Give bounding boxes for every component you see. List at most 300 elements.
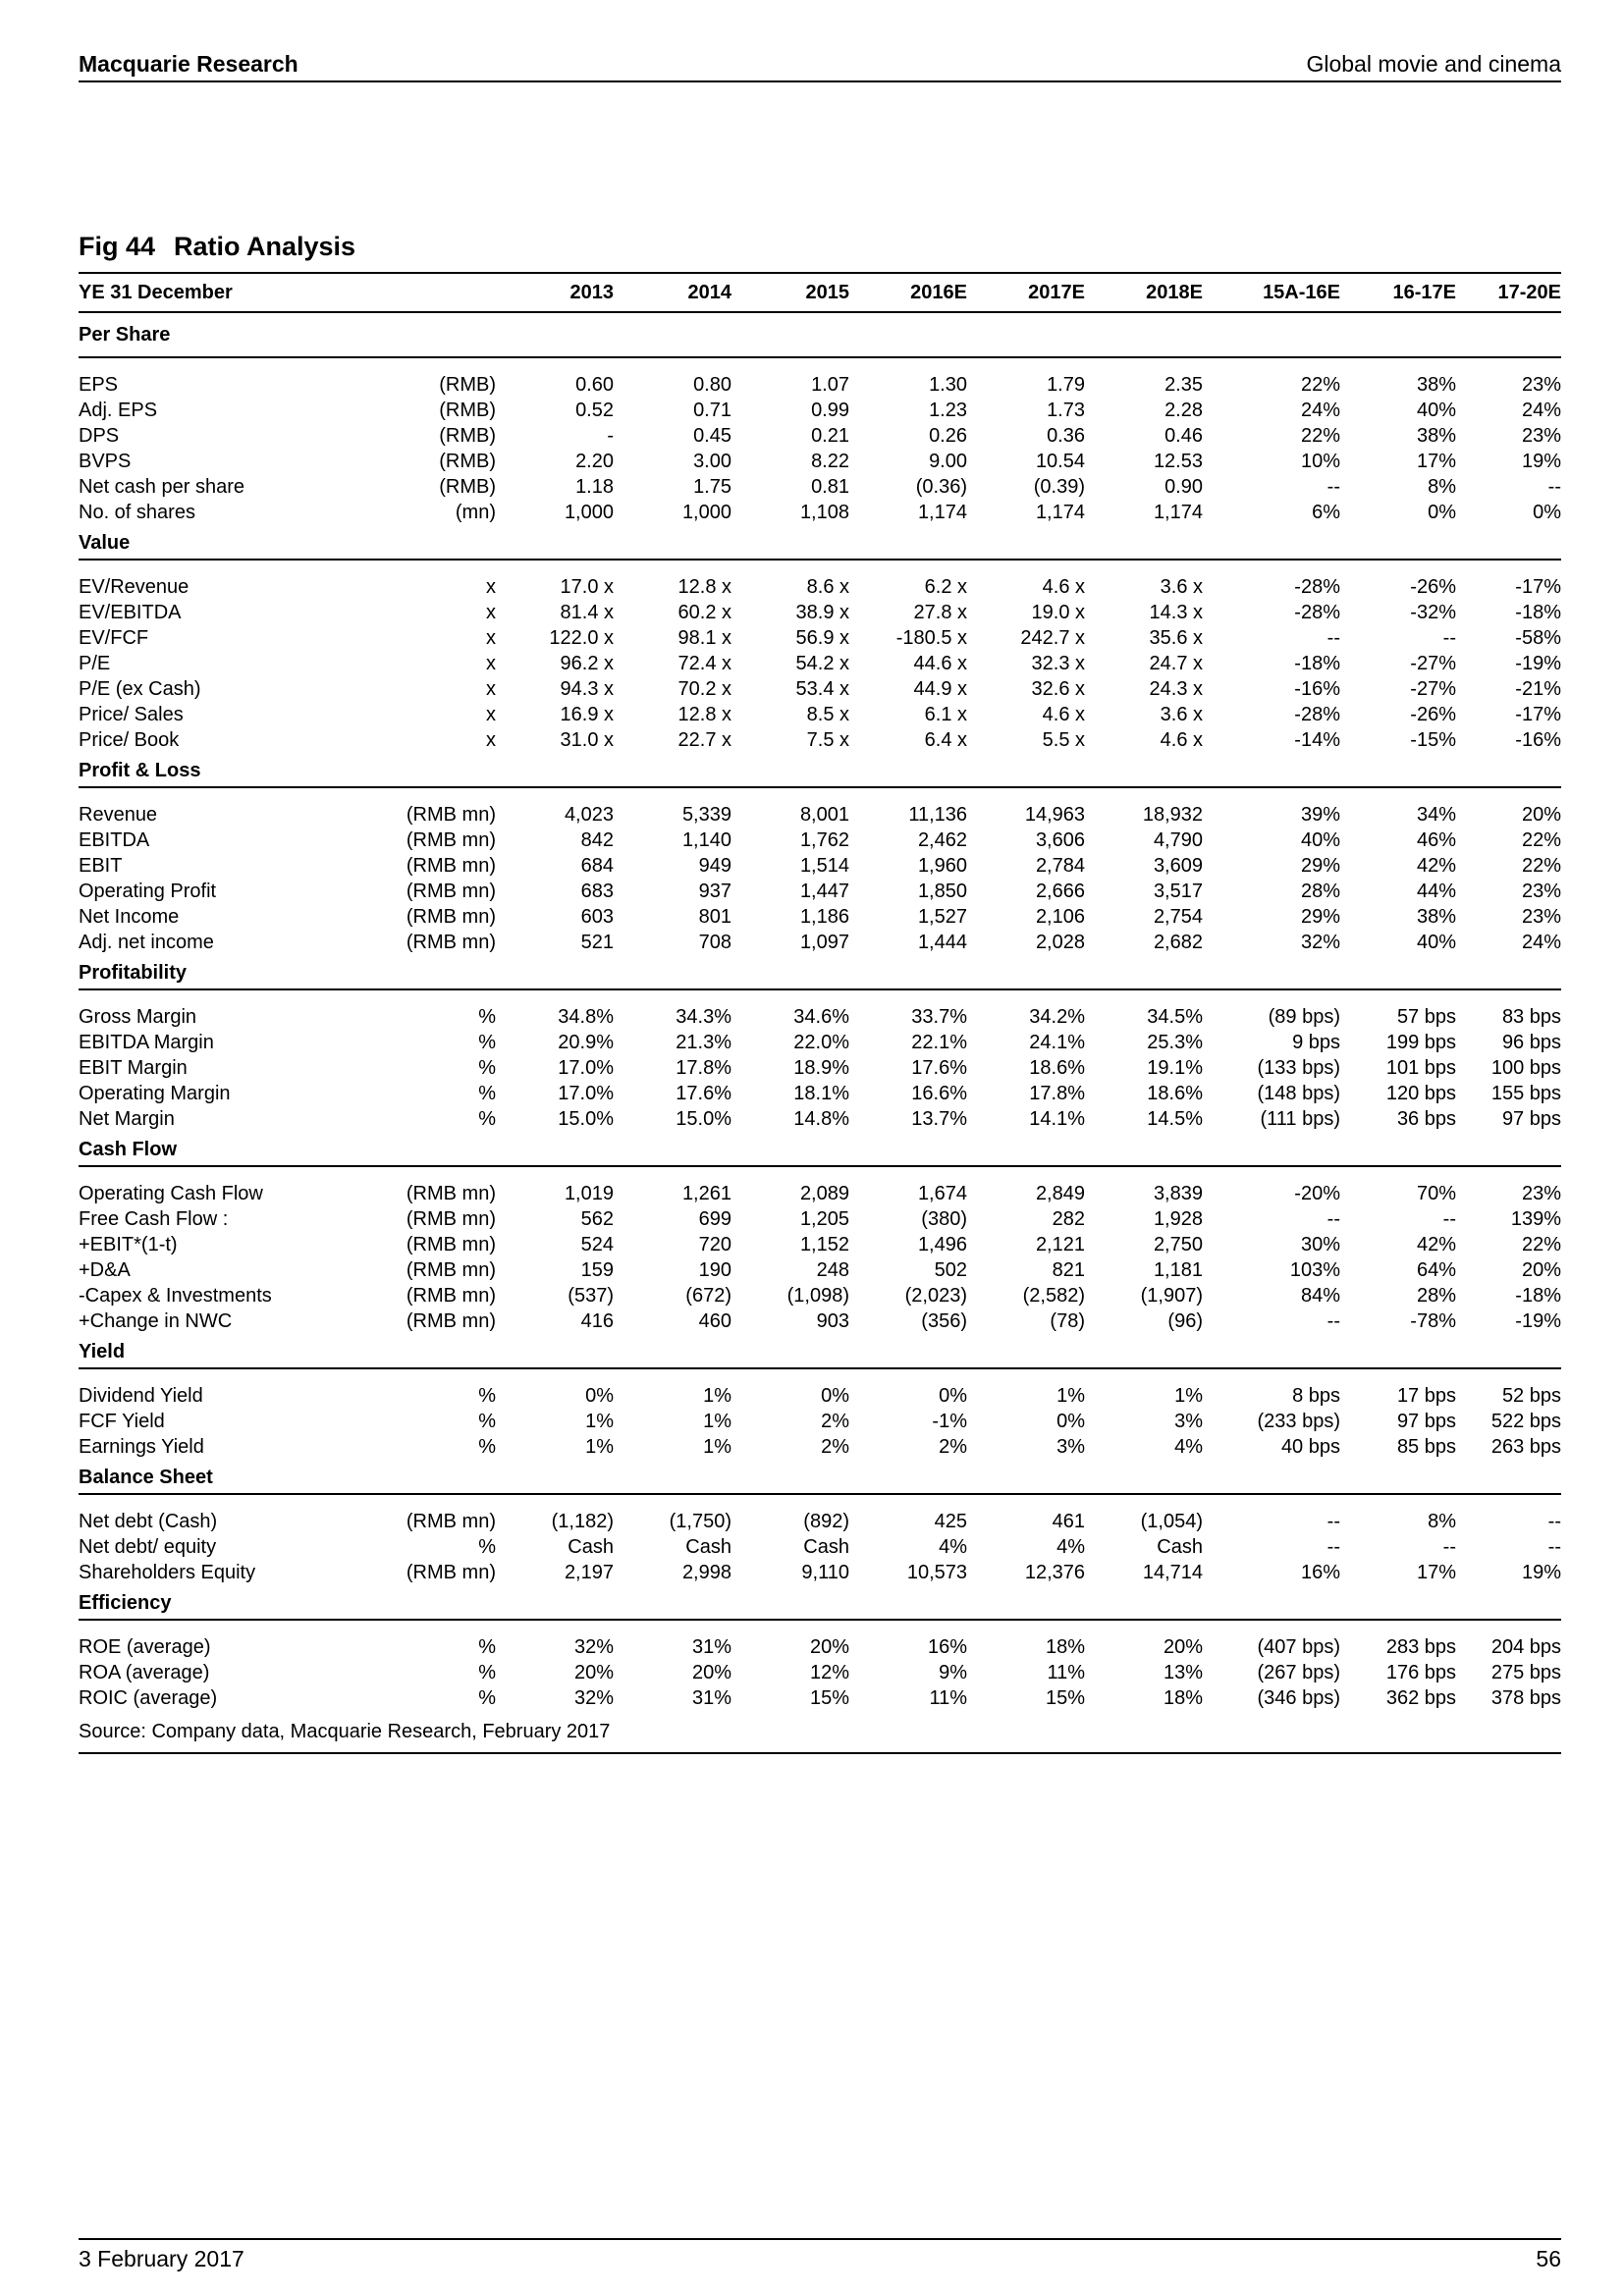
page-number: 56: [1536, 2246, 1561, 2271]
table-cell: 97 bps: [1396, 1411, 1456, 1432]
table-cell: -28%: [1294, 576, 1340, 598]
table-cell: 0%: [821, 1385, 849, 1407]
row-label: Net cash per share: [79, 476, 244, 498]
figure-number: Fig 44: [79, 232, 156, 261]
table-cell: 842: [580, 829, 614, 851]
row-unit: %: [478, 1411, 496, 1432]
table-cell: 1,108: [799, 502, 849, 523]
column-header: 16-17E: [1392, 281, 1456, 303]
table-cell: 8.6 x: [806, 576, 849, 598]
section-divider: [79, 1166, 1561, 1181]
table-cell: 34.3%: [676, 1006, 731, 1028]
table-cell: 248: [816, 1259, 849, 1281]
table-cell: 22%: [1300, 374, 1340, 396]
table-cell: 70.2 x: [677, 678, 731, 700]
table-cell: 521: [580, 932, 614, 953]
table-cell: 1%: [1056, 1385, 1085, 1407]
table-cell: 24%: [1521, 932, 1561, 953]
table-cell: 12.53: [1153, 451, 1203, 472]
row-unit: (RMB): [439, 400, 496, 421]
table-cell: 1,181: [1153, 1259, 1203, 1281]
table-cell: 40%: [1416, 400, 1456, 421]
table-cell: 14,714: [1142, 1562, 1203, 1583]
table-cell: 1%: [585, 1411, 614, 1432]
table-cell: 23%: [1521, 374, 1561, 396]
table-cell: 362 bps: [1385, 1687, 1456, 1709]
table-cell: (0.36): [915, 476, 967, 498]
table-cell: (407 bps): [1257, 1636, 1340, 1658]
table-cell: 120 bps: [1385, 1083, 1456, 1104]
section-title: Balance Sheet: [79, 1467, 213, 1488]
row-label: Operating Profit: [79, 881, 217, 902]
table-cell: 0%: [1428, 502, 1456, 523]
table-cell: 9,110: [801, 1562, 849, 1583]
table-cell: 14.3 x: [1149, 602, 1203, 623]
table-cell: 425: [934, 1511, 967, 1532]
row-label: +Change in NWC: [79, 1310, 233, 1332]
table-cell: 122.0 x: [549, 627, 614, 649]
row-label: -Capex & Investments: [79, 1285, 272, 1307]
section-title: Cash Flow: [79, 1139, 178, 1160]
row-unit: (RMB): [439, 451, 496, 472]
table-cell: 85 bps: [1396, 1436, 1456, 1458]
table-cell: 699: [698, 1208, 731, 1230]
table-cell: 0.81: [811, 476, 849, 498]
table-cell: --: [1547, 476, 1561, 498]
table-cell: Cash: [1157, 1536, 1203, 1558]
table-cell: 6.1 x: [924, 704, 967, 725]
table-cell: 15.0%: [558, 1108, 614, 1130]
table-cell: 176 bps: [1385, 1662, 1456, 1683]
table-cell: 38%: [1416, 906, 1456, 928]
table-row: [79, 625, 1561, 651]
table-cell: -32%: [1410, 602, 1456, 623]
table-cell: 34.8%: [558, 1006, 614, 1028]
table-row: [79, 1004, 1561, 1030]
table-cell: 2,750: [1153, 1234, 1203, 1255]
table-cell: 34.5%: [1147, 1006, 1203, 1028]
table-cell: --: [1326, 1310, 1340, 1332]
row-label: EPS: [79, 374, 119, 396]
table-cell: 6%: [1312, 502, 1340, 523]
table-cell: 1,174: [1035, 502, 1085, 523]
section-divider: [79, 787, 1561, 802]
table-row: [79, 1257, 1561, 1283]
table-row: [79, 802, 1561, 828]
table-cell: 0%: [585, 1385, 614, 1407]
table-cell: 36 bps: [1396, 1108, 1456, 1130]
table-cell: 0.21: [811, 425, 849, 447]
table-cell: 1,762: [799, 829, 849, 851]
table-cell: 282: [1052, 1208, 1085, 1230]
table-cell: 83 bps: [1501, 1006, 1561, 1028]
table-cell: -20%: [1294, 1183, 1340, 1204]
table-cell: 17%: [1416, 1562, 1456, 1583]
table-cell: -: [607, 425, 614, 447]
table-row: [79, 449, 1561, 474]
source-row: [79, 1711, 1561, 1753]
table-cell: 54.2 x: [795, 653, 849, 674]
column-header: 2013: [569, 281, 614, 303]
table-cell: 2,666: [1035, 881, 1085, 902]
table-cell: 6.4 x: [924, 729, 967, 751]
table-cell: 2.28: [1164, 400, 1203, 421]
table-cell: 15%: [1045, 1687, 1085, 1709]
table-cell: 24.1%: [1029, 1032, 1085, 1053]
table-cell: 12,376: [1024, 1562, 1085, 1583]
column-header: 2015: [805, 281, 849, 303]
table-row: [79, 879, 1561, 904]
table-cell: 16.6%: [911, 1083, 967, 1104]
table-row: [79, 372, 1561, 398]
table-cell: -18%: [1515, 602, 1561, 623]
row-label: Revenue: [79, 804, 158, 826]
table-cell: 4%: [1174, 1436, 1203, 1458]
row-label: Price/ Book: [79, 729, 180, 751]
table-row: [79, 828, 1561, 853]
table-cell: 8.22: [811, 451, 849, 472]
table-cell: 22.1%: [911, 1032, 967, 1053]
table-cell: 72.4 x: [677, 653, 731, 674]
row-label: Earnings Yield: [79, 1436, 204, 1458]
table-cell: -1%: [932, 1411, 967, 1432]
page-footer: [79, 2238, 1561, 2271]
table-cell: 22.7 x: [677, 729, 731, 751]
table-cell: 1.30: [929, 374, 967, 396]
table-cell: 23%: [1521, 425, 1561, 447]
table-cell: -21%: [1515, 678, 1561, 700]
divider-line: [79, 560, 1561, 574]
table-cell: 17.0%: [558, 1083, 614, 1104]
table-cell: 17.8%: [676, 1057, 731, 1079]
row-label: EBIT: [79, 855, 123, 877]
row-label: Net debt (Cash): [79, 1511, 218, 1532]
table-cell: 8%: [1428, 476, 1456, 498]
table-cell: 1%: [703, 1411, 731, 1432]
table-cell: 0.60: [575, 374, 614, 396]
table-cell: 96.2 x: [560, 653, 614, 674]
row-label: ROA (average): [79, 1662, 210, 1683]
table-cell: 204 bps: [1490, 1636, 1561, 1658]
table-cell: 40 bps: [1280, 1436, 1340, 1458]
table-cell: 13.7%: [911, 1108, 967, 1130]
section-divider: [79, 989, 1561, 1004]
table-cell: 34%: [1416, 804, 1456, 826]
row-label: EV/Revenue: [79, 576, 189, 598]
table-cell: 18.1%: [793, 1083, 849, 1104]
section-title: Profitability: [79, 962, 188, 984]
table-cell: 4,023: [564, 804, 614, 826]
row-label: No. of shares: [79, 502, 195, 523]
table-row: [79, 1560, 1561, 1585]
table-cell: 40%: [1416, 932, 1456, 953]
table-cell: 460: [698, 1310, 731, 1332]
table-cell: 27.8 x: [913, 602, 967, 623]
row-unit: x: [486, 602, 496, 623]
table-cell: 30%: [1300, 1234, 1340, 1255]
table-row: [79, 1685, 1561, 1711]
row-unit: (RMB mn): [406, 1208, 496, 1230]
table-cell: 33.7%: [911, 1006, 967, 1028]
divider-line: [79, 1368, 1561, 1383]
table-cell: -18%: [1515, 1285, 1561, 1307]
table-cell: 0.26: [929, 425, 967, 447]
table-cell: 720: [698, 1234, 731, 1255]
table-row: [79, 398, 1561, 423]
section-title-row: [79, 1460, 1561, 1494]
table-cell: 81.4 x: [560, 602, 614, 623]
table-cell: 8,001: [799, 804, 849, 826]
table-row: [79, 1383, 1561, 1409]
table-cell: (1,054): [1140, 1511, 1203, 1532]
table-cell: 1.23: [929, 400, 967, 421]
row-label: EBITDA Margin: [79, 1032, 214, 1053]
table-cell: 2%: [939, 1436, 967, 1458]
row-unit: (RMB mn): [406, 1310, 496, 1332]
table-row: [79, 1634, 1561, 1660]
table-cell: 16%: [1300, 1562, 1340, 1583]
table-cell: (2,023): [904, 1285, 967, 1307]
row-unit: %: [478, 1083, 496, 1104]
table-row: [79, 853, 1561, 879]
table-cell: 524: [580, 1234, 614, 1255]
table-row: [79, 1081, 1561, 1106]
table-cell: 1.07: [811, 374, 849, 396]
table-cell: 3,606: [1035, 829, 1085, 851]
table-cell: 416: [580, 1310, 614, 1332]
table-cell: 4,790: [1153, 829, 1203, 851]
table-cell: 19%: [1521, 451, 1561, 472]
table-cell: 70%: [1416, 1183, 1456, 1204]
row-label: ROIC (average): [79, 1687, 218, 1709]
table-row: [79, 574, 1561, 600]
table-cell: 801: [698, 906, 731, 928]
table-cell: 2,682: [1153, 932, 1203, 953]
row-label: Adj. net income: [79, 932, 214, 953]
table-cell: 1,960: [917, 855, 967, 877]
table-cell: -19%: [1515, 1310, 1561, 1332]
table-row: [79, 1534, 1561, 1560]
table-cell: 3.6 x: [1160, 704, 1203, 725]
row-label: DPS: [79, 425, 120, 447]
table-cell: (1,098): [786, 1285, 849, 1307]
table-cell: 4.6 x: [1042, 704, 1085, 725]
table-cell: 28%: [1416, 1285, 1456, 1307]
table-cell: (2,582): [1022, 1285, 1085, 1307]
table-cell: 20%: [1163, 1636, 1203, 1658]
table-cell: 32.3 x: [1031, 653, 1085, 674]
table-cell: (111 bps): [1260, 1108, 1340, 1130]
table-cell: 9 bps: [1292, 1032, 1340, 1053]
table-cell: -26%: [1410, 576, 1456, 598]
table-cell: 2.35: [1164, 374, 1203, 396]
section-title-row: [79, 1585, 1561, 1620]
section-title-row: [79, 1334, 1561, 1368]
table-cell: 139%: [1510, 1208, 1561, 1230]
table-cell: 1,174: [1153, 502, 1203, 523]
table-cell: 14,963: [1024, 804, 1085, 826]
table-cell: 1.18: [575, 476, 614, 498]
table-cell: --: [1547, 1536, 1561, 1558]
table-cell: 17 bps: [1396, 1385, 1456, 1407]
table-cell: 4%: [1056, 1536, 1085, 1558]
table-cell: 3,517: [1153, 881, 1203, 902]
row-label: BVPS: [79, 451, 132, 472]
section-title: Profit & Loss: [79, 760, 201, 781]
table-cell: (1,907): [1140, 1285, 1203, 1307]
column-header: [304, 273, 496, 312]
table-cell: 39%: [1300, 804, 1340, 826]
table-cell: 42%: [1416, 855, 1456, 877]
table-cell: Cash: [685, 1536, 731, 1558]
table-cell: 1,496: [917, 1234, 967, 1255]
row-unit: %: [478, 1108, 496, 1130]
table-cell: 24.7 x: [1149, 653, 1203, 674]
divider-line: [79, 1620, 1561, 1634]
row-unit: (RMB mn): [406, 1562, 496, 1583]
row-unit: %: [478, 1006, 496, 1028]
table-cell: 2,849: [1035, 1183, 1085, 1204]
table-cell: 20%: [1521, 1259, 1561, 1281]
row-unit: x: [486, 729, 496, 751]
table-body: [79, 312, 1561, 1753]
table-cell: 9.00: [929, 451, 967, 472]
row-unit: (RMB): [439, 476, 496, 498]
table-row: [79, 930, 1561, 955]
table-cell: 9%: [939, 1662, 967, 1683]
figure-caption: [79, 232, 355, 262]
table-row: [79, 1206, 1561, 1232]
row-label: P/E (ex Cash): [79, 678, 201, 700]
section-title: Yield: [79, 1341, 126, 1362]
table-cell: -15%: [1410, 729, 1456, 751]
row-unit: %: [478, 1536, 496, 1558]
table-cell: 15%: [809, 1687, 849, 1709]
table-cell: 23%: [1521, 881, 1561, 902]
section-divider: [79, 357, 1561, 372]
table-cell: 159: [580, 1259, 614, 1281]
table-cell: --: [1326, 476, 1340, 498]
table-cell: 8%: [1428, 1511, 1456, 1532]
table-cell: --: [1442, 1208, 1456, 1230]
table-cell: -17%: [1515, 576, 1561, 598]
table-cell: Cash: [568, 1536, 614, 1558]
table-cell: -18%: [1294, 653, 1340, 674]
table-cell: 1.75: [693, 476, 731, 498]
row-label: Shareholders Equity: [79, 1562, 256, 1583]
divider-line: [79, 1494, 1561, 1509]
table-cell: 2,089: [799, 1183, 849, 1204]
column-header: 2017E: [1028, 281, 1085, 303]
table-row: [79, 727, 1561, 753]
table-cell: 17.8%: [1029, 1083, 1085, 1104]
ratio-analysis-table: [79, 272, 1561, 1754]
row-unit: (mn): [455, 502, 496, 523]
table-cell: 38.9 x: [795, 602, 849, 623]
table-cell: 2%: [821, 1411, 849, 1432]
table-cell: 29%: [1300, 906, 1340, 928]
table-cell: 20.9%: [558, 1032, 614, 1053]
table-cell: 1,000: [564, 502, 614, 523]
row-unit: x: [486, 653, 496, 674]
table-cell: (148 bps): [1257, 1083, 1340, 1104]
table-row: [79, 1106, 1561, 1132]
row-unit: %: [478, 1385, 496, 1407]
table-cell: 18%: [1163, 1687, 1203, 1709]
table-cell: -28%: [1294, 704, 1340, 725]
section-title: Value: [79, 532, 131, 554]
row-label: P/E: [79, 653, 111, 674]
table-cell: 17.0 x: [560, 576, 614, 598]
table-cell: 103%: [1289, 1259, 1340, 1281]
table-cell: 1,186: [799, 906, 849, 928]
table-cell: 3%: [1056, 1436, 1085, 1458]
section-title-row: [79, 1132, 1561, 1166]
table-cell: 18%: [1045, 1636, 1085, 1658]
column-header: 2014: [687, 281, 731, 303]
table-cell: 603: [580, 906, 614, 928]
row-label: EBITDA: [79, 829, 150, 851]
table-cell: 64%: [1416, 1259, 1456, 1281]
row-unit: (RMB mn): [406, 1511, 496, 1532]
row-label: Free Cash Flow :: [79, 1208, 229, 1230]
table-row: [79, 500, 1561, 525]
row-label: Gross Margin: [79, 1006, 197, 1028]
table-cell: 22%: [1300, 425, 1340, 447]
table-cell: 2,462: [917, 829, 967, 851]
table-cell: 0.45: [693, 425, 731, 447]
column-header: 15A-16E: [1263, 281, 1340, 303]
row-unit: x: [486, 627, 496, 649]
publisher-name: Macquarie Research: [79, 51, 298, 77]
table-cell: 101 bps: [1385, 1057, 1456, 1079]
table-cell: 56.9 x: [795, 627, 849, 649]
table-cell: 34.6%: [793, 1006, 849, 1028]
section-divider: [79, 1620, 1561, 1634]
table-cell: -58%: [1515, 627, 1561, 649]
table-cell: 6.2 x: [924, 576, 967, 598]
table-cell: Cash: [803, 1536, 849, 1558]
table-cell: 84%: [1300, 1285, 1340, 1307]
row-unit: (RMB mn): [406, 1285, 496, 1307]
table-cell: 0%: [939, 1385, 967, 1407]
table-cell: 40%: [1300, 829, 1340, 851]
table-cell: 24%: [1300, 400, 1340, 421]
column-header: 17-20E: [1497, 281, 1561, 303]
table-cell: 10,573: [906, 1562, 967, 1583]
table-cell: 31.0 x: [560, 729, 614, 751]
table-cell: 44.6 x: [913, 653, 967, 674]
table-cell: 94.3 x: [560, 678, 614, 700]
table-row: [79, 1181, 1561, 1206]
table-cell: 29%: [1300, 855, 1340, 877]
table-cell: 20%: [691, 1662, 731, 1683]
table-cell: 23%: [1521, 906, 1561, 928]
table-cell: 1%: [703, 1385, 731, 1407]
table-cell: --: [1442, 1536, 1456, 1558]
table-cell: 263 bps: [1490, 1436, 1561, 1458]
row-label: Operating Margin: [79, 1083, 231, 1104]
table-row: [79, 1308, 1561, 1334]
table-row: [79, 423, 1561, 449]
divider-line: [79, 787, 1561, 802]
table-cell: 100 bps: [1490, 1057, 1561, 1079]
table-cell: 1,674: [917, 1183, 967, 1204]
table-cell: 1,261: [681, 1183, 731, 1204]
table-cell: --: [1326, 1208, 1340, 1230]
table-cell: (0.39): [1033, 476, 1085, 498]
table-cell: 2,754: [1153, 906, 1203, 928]
